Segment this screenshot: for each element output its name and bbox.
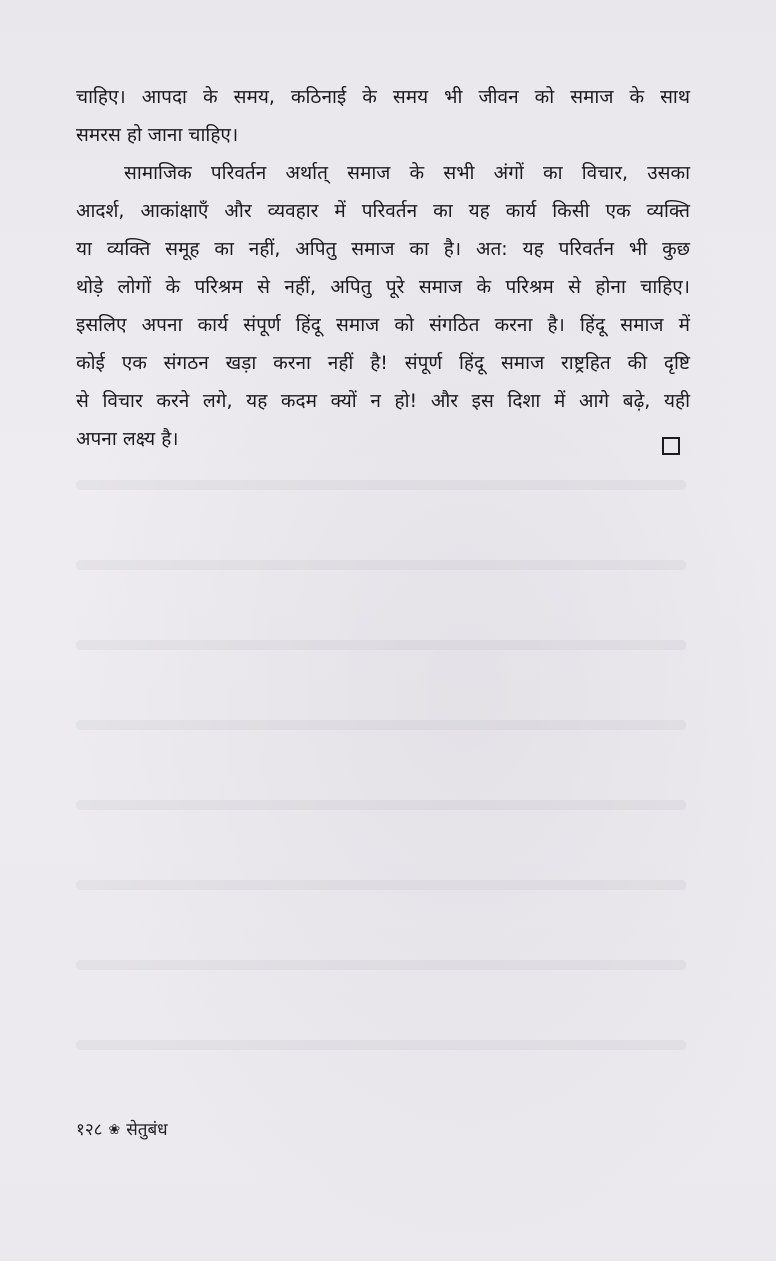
page-footer (76, 1118, 168, 1142)
text-line: समरस हो जाना चाहिए। (76, 124, 239, 146)
text-line: चाहिए। आपदा के समय, कठिनाई के समय भी जीवन को समाज के साथ (76, 86, 690, 108)
bleed-through-line (76, 1040, 686, 1050)
bleed-through-line (76, 800, 686, 810)
text-line: आदर्श, आकांक्षाएँ और व्यवहार में परिवर्तन का यह कार्य किसी एक व्यक्ति (76, 200, 690, 222)
bleed-through-line (76, 480, 686, 490)
text-line: या व्यक्ति समूह का नहीं, अपितु समाज का है। अत: यह परिवर्तन भी कुछ (76, 238, 690, 260)
text-line: इसलिए अपना कार्य संपूर्ण हिंदू समाज को संगठित करना है। हिंदू समाज में (76, 314, 690, 336)
bleed-through-line (76, 640, 686, 650)
chapter-end-square-icon (662, 437, 680, 455)
text-line: थोड़े लोगों के परिश्रम से नहीं, अपितु पूरे समाज के परिश्रम से होना चाहिए। (76, 276, 690, 298)
bleed-through-line (76, 880, 686, 890)
page-number: १२८ (76, 1120, 103, 1140)
text-line: कोई एक संगठन खड़ा करना नहीं है! संपूर्ण हिंदू समाज राष्ट्रहित की दृष्टि (76, 352, 690, 374)
flower-ornament-icon: ❀ (108, 1122, 121, 1138)
body-text (76, 78, 690, 458)
book-title: सेतुबंध (126, 1120, 168, 1140)
bleed-through-line (76, 720, 686, 730)
bleed-through-line (76, 560, 686, 570)
bleed-through-line (76, 960, 686, 970)
text-line: से विचार करने लगे, यह कदम क्यों न हो! और इस दिशा में आगे बढ़े, यही (76, 390, 690, 412)
paragraph-start-line: सामाजिक परिवर्तन अर्थात् समाज के सभी अंगों का विचार, उसका (124, 162, 690, 184)
text-line: अपना लक्ष्य है। (76, 428, 179, 450)
